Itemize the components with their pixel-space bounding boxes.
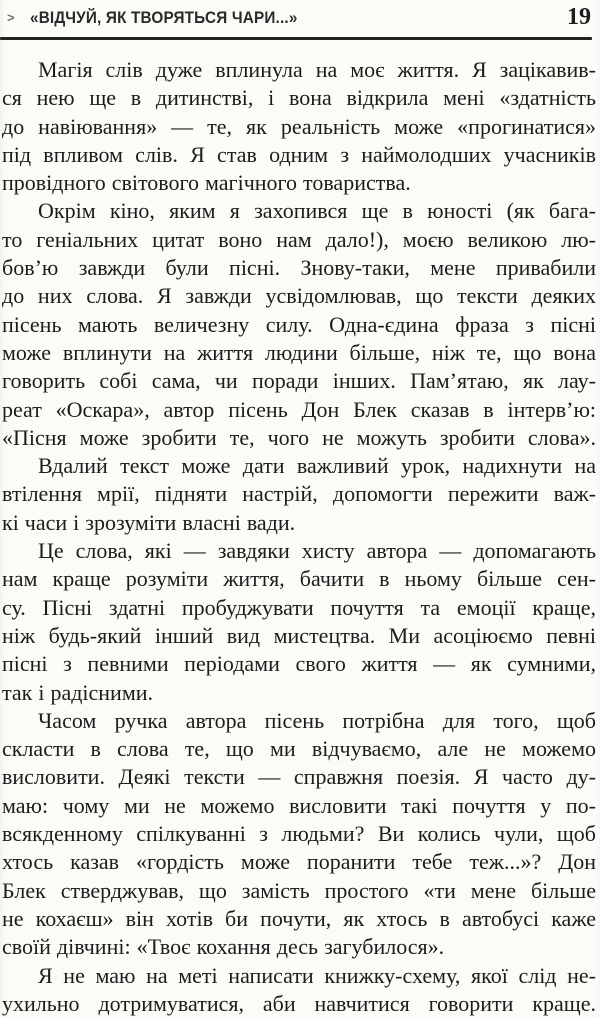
- text-line: під впливом слів. Я став одним з наймолодших учасників: [2, 141, 596, 167]
- text-line: Окрім кіно, яким я захопився ще в юності (як бага-: [38, 198, 596, 224]
- header-rule: [0, 37, 592, 40]
- text-line: може вплинути на життя людини більше, ніж те, що вона: [2, 339, 596, 365]
- text-line: «Пісня може зробити те, чого не можуть зробити слова».: [2, 424, 596, 450]
- text-line: кі часи і зрозуміти власні вади.: [2, 509, 296, 535]
- text-line: ухильно дотримуватися, аби навчитися говорити краще.: [2, 990, 596, 1016]
- text-line: Блек стверджував, що замість простого «ти мене більше: [2, 877, 596, 903]
- text-line: Магія слів дуже вплинула на моє життя. Я зацікавив-: [38, 57, 596, 82]
- text-line: Вдалий текст може дати важливий урок, надихнути на: [38, 453, 596, 479]
- text-line: реат «Оскара», автор пісень Дон Блек сказав в інтерв’ю:: [2, 396, 596, 422]
- text-line: Це слова, які — завдяки хисту автора — допомагають: [38, 538, 596, 564]
- text-line: до навіювання» — те, як реальність може «прогинатися»: [2, 113, 596, 139]
- text-line: ся нею ще в дитинстві, і вона відкрила мені «здатність: [2, 85, 596, 111]
- text-line: нам краще розуміти життя, бачити в ньому більше сен-: [2, 566, 596, 592]
- text-line: так і радісними.: [2, 679, 154, 705]
- text-line: до них слова. Я завжди усвідомлював, що тексти деяких: [2, 283, 596, 309]
- text-line: пісень мають величезну силу. Одна-єдина фраза з пісні: [2, 311, 596, 337]
- running-head: [0, 0, 600, 41]
- text-line: говорить собі сама, чи поради інших. Пам’ятаю, як лау-: [2, 368, 596, 394]
- text-line: пісні з певними періодами свого життя — як сумними,: [2, 651, 596, 677]
- text-line: то геніальних цитат воно нам дало!), моєю великою лю-: [2, 226, 596, 252]
- chapter-title: «ВІДЧУЙ, ЯК ТВОРЯТЬСЯ ЧАРИ...»: [30, 8, 298, 27]
- page-number: 19: [567, 4, 591, 30]
- chevron-right-icon: >: [7, 10, 15, 25]
- text-line: висловити. Деякі тексти — справжня поезія. Я часто ду-: [2, 764, 596, 790]
- text-line: всякденному спілкуванні з людьми? Ви колись чули, щоб: [2, 821, 596, 847]
- text-line: ніж будь-який інший вид мистецтва. Ми асоціюємо певні: [2, 622, 596, 648]
- text-line: скласти в слова те, що ми відчуваємо, але не можемо: [2, 736, 596, 762]
- text-line: втілення мрії, підняти настрій, допомогти пережити важ-: [2, 481, 596, 507]
- text-line: хтось казав «гордість може поранити тебе теж...»? Дон: [2, 849, 596, 875]
- text-line: бов’ю завжди були пісні. Знову-таки, мене привабили: [2, 255, 596, 281]
- text-line: Часом ручка автора пісень потрібна для того, щоб: [38, 707, 596, 733]
- text-line: провідного світового магічного товариства.: [2, 170, 411, 196]
- page-body: [2, 56, 596, 1018]
- text-line: маю: чому ми не можемо висловити такі почуття у по-: [2, 792, 596, 818]
- text-line: су. Пісні здатні пробуджувати почуття та емоції краще,: [2, 594, 596, 620]
- text-line: не кохаєш» він хотів би почути, як хтось в автобусі каже: [2, 905, 596, 931]
- text-line: Я не маю на меті написати книжку-схему, якої слід не-: [38, 962, 596, 988]
- text-line: своїй дівчині: «Твоє кохання десь загубилося».: [2, 934, 445, 960]
